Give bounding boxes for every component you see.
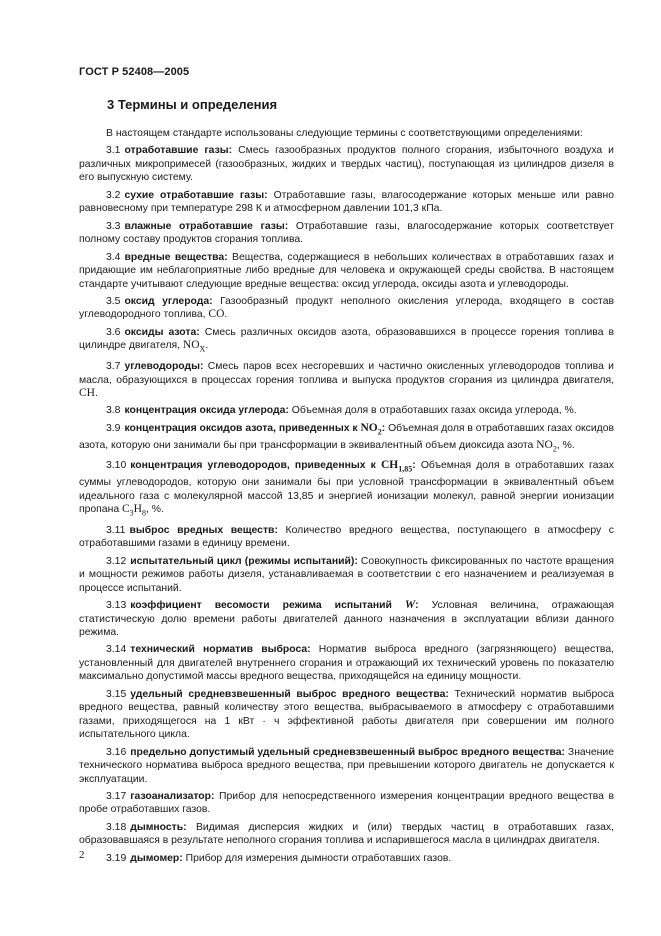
term-definition: Значение технического норматива выброса вредного вещества, при превышении которого двигатель не допускается к эксплуатации. — [79, 746, 615, 785]
term-name: концентрация углеводородов, приведенных к $CH_{1,85}$: — [130, 459, 416, 474]
term-number: 3.3 — [106, 220, 121, 232]
formula: $C_3$ — [122, 503, 134, 518]
term-number: 3.18 — [106, 821, 127, 833]
formula: $CH_{1,85}$ — [380, 459, 413, 474]
term-name: влажные отработавшие газы: — [124, 220, 289, 232]
term-item — [79, 220, 614, 247]
section-title: 3 Термины и определения — [107, 97, 278, 112]
term-number: 3.14 — [106, 644, 127, 656]
term-definition: Смесь паров всех несгоревших и частично окисленных углеводородов топлива и масла, образующихся в процессах горения топлива и выпуска продуктов сгорания из цилиндра двигателя, — [79, 361, 614, 386]
term-item — [79, 643, 614, 683]
term-definition: Вещества, содержащиеся в небольших количествах в отработавших газах и придающие им неблагоприятные либо вредные для человека и окружающей среды свойства. В настоящем стандарте учитывают следующие вредные вещества: оксид углерода, оксиды азота и углеводороды. — [79, 251, 614, 290]
term-name: дымность: — [130, 821, 187, 833]
term-number: 3.7 — [106, 361, 121, 373]
term-number: 3.10 — [106, 460, 127, 472]
term-definition: Газообразный продукт неполного окисления углерода, входящего в состав углеводородного топлива, — [79, 295, 614, 321]
term-list — [79, 144, 614, 865]
term-item: 3.6 оксиды азота: Смесь различных оксидов азота, образовавшихся в процессе горения топлива в цилиндре двигателя, $NO_X$. — [79, 326, 614, 354]
term-definition: Смесь различных оксидов азота, образовавшихся в процессе горения топлива в цилиндре двигателя, — [79, 326, 614, 352]
document-header: ГОСТ Р 52408—2005 — [79, 66, 190, 78]
term-number: 3.1 — [106, 145, 121, 157]
term-name: испытательный цикл (режимы испытаний): — [130, 555, 358, 567]
term-name: отработавшие газы: — [124, 145, 233, 157]
term-name: технический норматив выброса: — [130, 644, 311, 656]
term-item — [79, 555, 614, 595]
term-definition: Прибор для измерения дымности отработавших газов. — [182, 852, 452, 864]
term-item — [79, 599, 614, 639]
term-item: 3.7 углеводороды: Смесь паров всех несгоревших и частично окисленных углеводородов топлива и масла, образующихся в процессах горения топлива и выпуска продуктов сгорания из цилиндра двигателя, CH. — [79, 361, 614, 399]
term-name: газоанализатор: — [130, 790, 215, 802]
term-name: сухие отработавшие газы: — [124, 189, 268, 201]
term-number: 3.2 — [106, 189, 121, 201]
terms-body — [79, 127, 614, 869]
term-name: оксид углерода: — [124, 295, 213, 307]
term-item: 3.5 оксид углерода: Газообразный продукт неполного окисления углерода, входящего в состав углеводородного топлива, CO. — [79, 295, 614, 321]
formula: CO — [208, 308, 225, 321]
formula: $NO_2$ — [360, 421, 382, 437]
formula: W — [404, 599, 416, 612]
formula: $H_8$ — [133, 503, 146, 518]
term-number: 3.5 — [106, 295, 121, 307]
term-definition: Прибор для непосредственного измерения концентрации вредного вещества в пробе отработавших газов. — [79, 790, 614, 816]
term-name: оксиды азота: — [124, 326, 200, 338]
term-number: 3.17 — [106, 790, 127, 802]
term-number: 3.9 — [106, 422, 121, 434]
term-name: выброс вредных веществ: — [129, 524, 278, 536]
term-item — [79, 189, 614, 216]
term-item: 3.9 концентрация оксидов азота, приведенных к $NO_2$: Объемная доля в отработавших газах оксидов азота, которую они занимали бы при трансформации в эквивалентный объем диоксида азота $NO_2$, %. — [79, 421, 614, 453]
term-definition: Отработавшие газы, влагосодержание которых меньше или равно равновесному при температуре 298 К и атмосферном давлении 101,3 кПа. — [79, 189, 615, 215]
term-item — [79, 790, 614, 817]
term-name: удельный средневзвешенный выброс вредного вещества: — [130, 688, 449, 700]
term-number: 3.11 — [106, 524, 126, 536]
term-item — [79, 524, 614, 551]
term-definition: Количество вредного вещества, поступающего в атмосферу с отработавшими газами в единицу времени. — [79, 524, 614, 550]
term-definition: Норматив выброса вредного (загрязняющего) вещества, установленный для двигателей внутреннего сгорания и отражающий их технический уровень по показателю максимально допустимой массы вредного вещества, приходящейся на единицу мощности. — [79, 644, 615, 683]
term-number: 3.12 — [106, 555, 127, 567]
term-number: 3.15 — [106, 688, 127, 700]
term-definition: Смесь газообразных продуктов полного сгорания, избыточного воздуха и различных микропримесей (газообразных, жидких и твердых частиц), поступающая из цилиндров дизеля в его выпускную систему. — [79, 145, 614, 184]
term-number: 3.4 — [106, 251, 121, 263]
term-item — [79, 251, 614, 291]
term-name: концентрация оксида углерода: — [124, 405, 289, 417]
page-number: 2 — [79, 849, 85, 861]
term-definition: Объемная доля в отработавших газах суммы углеводородов, которую они занимали бы при условной трансформации в эквивалентный объем идеального газа с молекулярной массой 13,85 и энергией ионизации молекул, равной энергии ионизации пропана — [79, 460, 614, 516]
term-name: предельно допустимый удельный средневзвешенный выброс вредного вещества: — [130, 746, 565, 758]
term-definition: Объемная доля в отработавших газах оксидов азота, которую они занимали бы при трансформации в эквивалентный объем диоксида азота — [79, 422, 614, 451]
term-definition: Технический норматив выброса вредного вещества, равный количеству этого вещества, выбрасываемого в атмосферу с отработавшими газами, приходящегося на 1 кВт · ч эффективной работы двигателя при совершении им полного испытательного цикла. — [79, 688, 614, 741]
term-name: коэффициент весомости режима испытаний W: — [130, 599, 419, 612]
term-number: 3.19 — [106, 852, 127, 864]
term-definition: Отработавшие газы, влагосодержание которых соответствует полному составу продуктов сгорания топлива. — [79, 220, 614, 246]
term-item — [79, 821, 614, 848]
term-number: 3.8 — [106, 405, 121, 417]
formula: $NO_X$ — [182, 339, 206, 354]
term-definition: Видимая дисперсия жидких и (или) твердых частиц в отработавших газах, образовавшаяся в результате неполного сгорания топлива и испарившегося масла в цилиндрах двигателя. — [79, 821, 614, 847]
term-name: дымомер: — [130, 852, 183, 864]
term-item — [79, 404, 614, 417]
term-name: вредные вещества: — [124, 251, 228, 263]
term-definition: Условная величина, отражающая статистическую долю времени работы двигателей данного назначения в эксплуатации вблизи данного режима. — [79, 600, 614, 638]
term-definition: Объемная доля в отработавших газах оксида углерода, %. — [288, 405, 577, 417]
term-number: 3.13 — [106, 600, 127, 612]
formula: CH — [79, 387, 95, 399]
term-item — [79, 746, 614, 786]
term-definition: Совокупность фиксированных по частоте вращения и мощности режимов работы дизеля, устанавливаемая в соответствии с его назначением и реализуемая в процессе испытаний. — [79, 555, 614, 594]
term-item: 3.10 концентрация углеводородов, приведенных к $CH_{1,85}$: Объемная доля в отработавших газах суммы углеводородов, которую они занимали бы при условной трансформации в эквивалентный объем идеального газа с молекулярной массой 13,85 и энергией ионизации молекул, равной энергии ионизации пропана $C_3H_8$, %. — [79, 459, 614, 518]
term-item — [79, 144, 614, 184]
term-item — [79, 688, 614, 742]
intro-paragraph: В настоящем стандарте использованы следующие термины с соответствующими определениями: — [106, 128, 583, 139]
term-name: углеводороды: — [124, 361, 204, 373]
term-name: концентрация оксидов азота, приведенных к $NO_2$: — [124, 421, 386, 437]
formula: $NO_2$ — [536, 438, 557, 453]
term-number: 3.6 — [106, 326, 121, 338]
term-item — [79, 852, 614, 865]
term-number: 3.16 — [106, 746, 127, 758]
